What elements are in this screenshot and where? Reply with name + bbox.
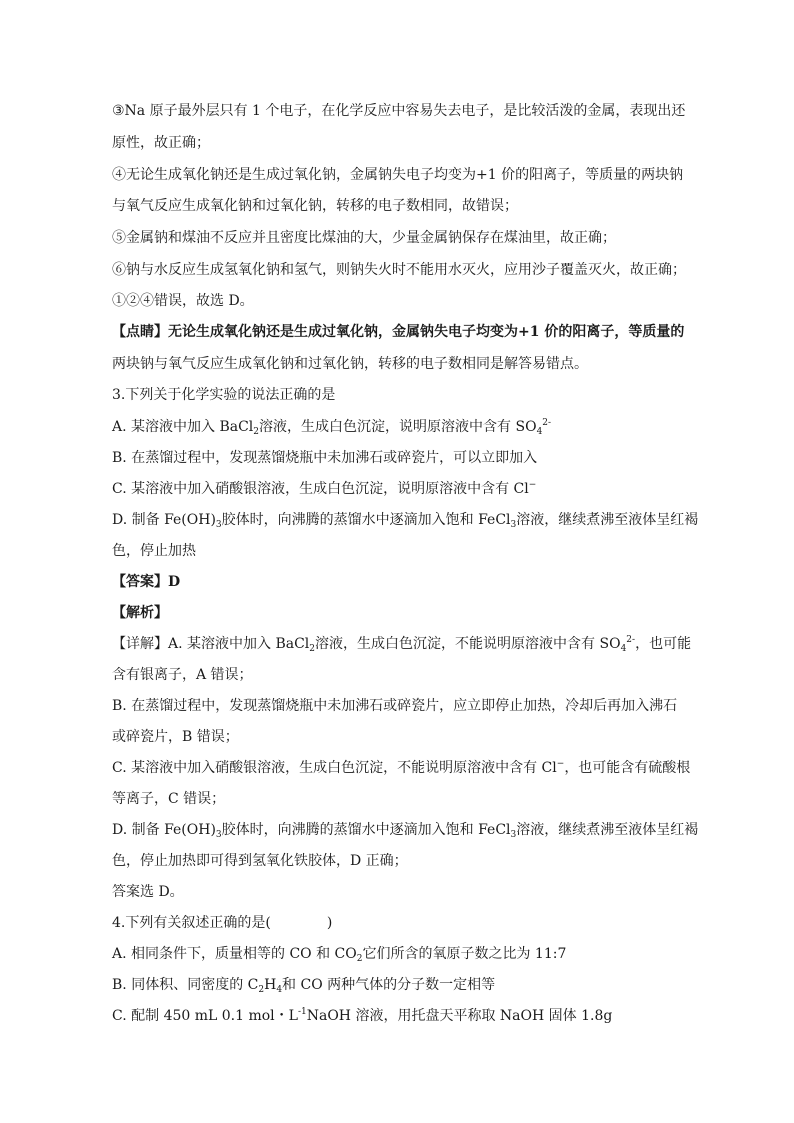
text-line: 或碎瓷片，B 错误； bbox=[112, 729, 239, 745]
text-line: C. 某溶液中加入硝酸银溶液，生成白色沉淀，不能说明原溶液中含有 Cl−，也可能含有硫酸根 bbox=[112, 759, 691, 776]
option-a: A. 某溶液中加入 BaCl$_2$溶液，生成白色沉淀，说明原溶液中含有 $SO_4^{2-}$ bbox=[112, 418, 552, 437]
text-line: ③Na 原子最外层只有 1 个电子，在化学反应中容易失去电子，是比较活泼的金属，表现出还 bbox=[112, 103, 686, 119]
text-line: D. 制备 $Fe(OH)_3$胶体时，向沸腾的蒸馏水中逐滴加入饱和 FeCl$_3$溶液，继续煮沸至液体呈红褐 bbox=[112, 822, 699, 840]
question-title: 3.下列关于化学实验的说法正确的是 bbox=[112, 387, 336, 403]
text-line: ④无论生成氧化钠还是生成过氧化钠，金属钠失电子均变为+1 价的阳离子，等质量的两块钠 bbox=[112, 167, 684, 183]
answer-line: 【答案】D bbox=[112, 574, 181, 590]
text-line: ⑤金属钠和煤油不反应并且密度比煤油的大，少量金属钠保存在煤油里，故正确； bbox=[112, 230, 616, 246]
option-a: A. 相同条件下，质量相等的 CO 和 $CO_2$它们所含的氧原子数之比为 11:7 bbox=[112, 946, 567, 964]
detail-line: 【详解】A. 某溶液中加入 BaCl$_2$溶液，生成白色沉淀，不能说明原溶液中含有 $SO_4^{2-}$，也可能 bbox=[112, 635, 692, 654]
text-line: 色，停止加热 bbox=[112, 543, 196, 559]
text-line: 色，停止加热即可得到氢氧化铁胶体，D 正确； bbox=[112, 853, 408, 869]
note-line: 【点睛】无论生成氧化钠还是生成过氧化钠，金属钠失电子均变为+1 价的阳离子，等质量的 bbox=[112, 324, 685, 340]
text-line: B. 在蒸馏过程中，发现蒸馏烧瓶中未加沸石或碎瓷片，应立即停止加热，冷却后再加入沸石 bbox=[112, 698, 678, 714]
text-line: 答案选 D。 bbox=[112, 884, 184, 900]
option-d: D. 制备 $Fe(OH)_3$胶体时，向沸腾的蒸馏水中逐滴加入饱和 FeCl$_3$溶液，继续煮沸至液体呈红褐 bbox=[112, 512, 699, 530]
option-b: B. 同体积、同密度的 $C_2H_4$和 CO 两种气体的分子数一定相等 bbox=[112, 977, 496, 995]
text-line: 与氧气反应生成氧化钠和过氧化钠，转移的电子数相同，故错误； bbox=[112, 198, 518, 214]
text-line: ①②④错误，故选 D。 bbox=[112, 293, 254, 309]
text-line: ⑥钠与水反应生成氢氧化钠和氢气，则钠失火时不能用水灭火，应用沙子覆盖灭火，故正确； bbox=[112, 262, 686, 278]
option-b: B. 在蒸馏过程中，发现蒸馏烧瓶中未加沸石或碎瓷片，可以立即加入 bbox=[112, 450, 538, 466]
option-c: C. 某溶液中加入硝酸银溶液，生成白色沉淀，说明原溶液中含有 Cl− bbox=[112, 480, 537, 497]
option-c: C. 配制 450 mL 0.1 mol・$L^{-1}NaOH$ 溶液，用托盘天平称取 NaOH 固体 1.8g bbox=[112, 1007, 613, 1024]
text-line: 原性，故正确； bbox=[112, 135, 210, 151]
question-title: 4.下列有关叙述正确的是( ) bbox=[112, 915, 333, 931]
text-line: 含有银离子，A 错误； bbox=[112, 667, 253, 683]
analysis-heading: 【解析】 bbox=[112, 605, 168, 621]
text-line: 两块钠与氧气反应生成氧化钠和过氧化钠，转移的电子数相同是解答易错点。 bbox=[112, 356, 588, 372]
text-line: 等离子，C 错误； bbox=[112, 791, 226, 807]
